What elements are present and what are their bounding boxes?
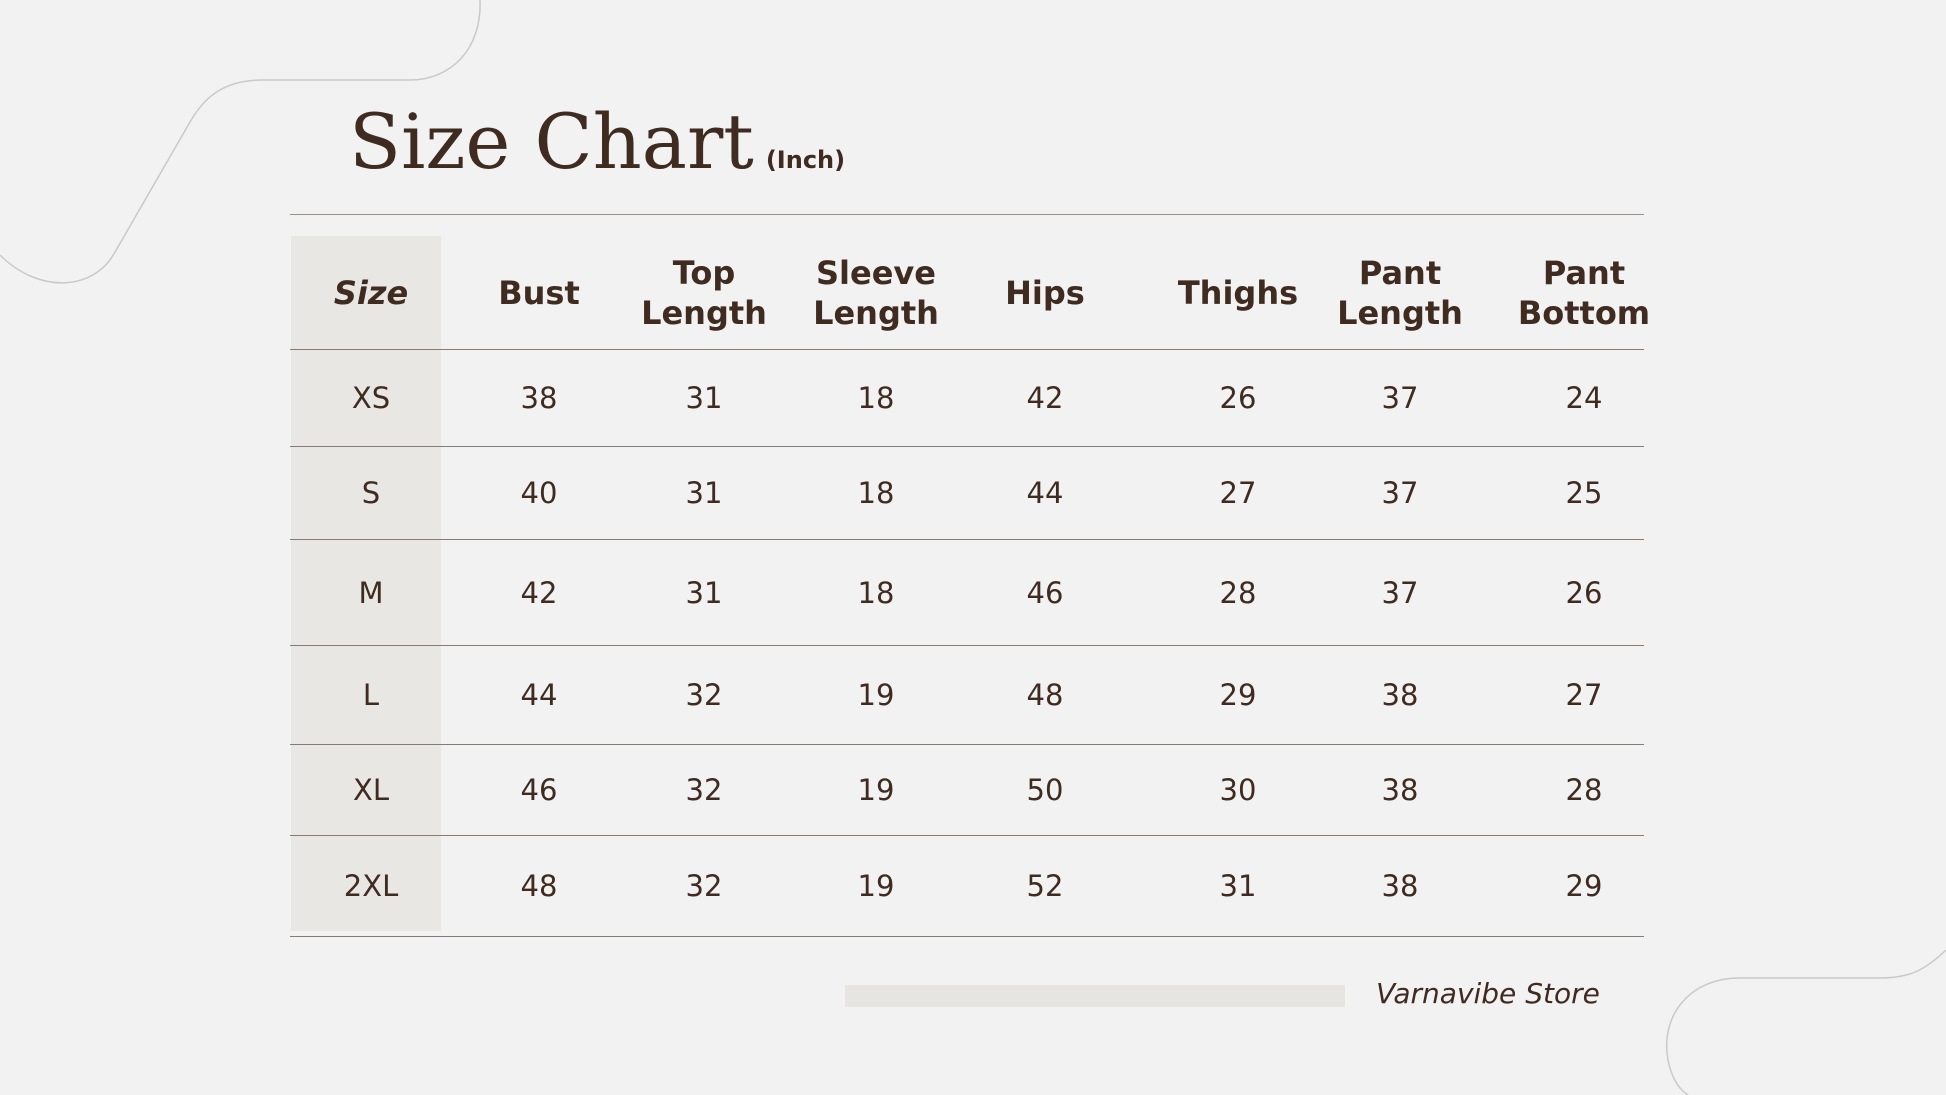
measurement-cell: 18 [857,476,895,510]
column-header-line: Top [672,253,736,292]
column-header-label [1337,253,1463,333]
measurement-cell: 40 [520,476,558,510]
measurement-cell: 24 [1565,381,1603,415]
table-row [290,744,1644,835]
column-header-line: Bottom [1517,293,1651,332]
table-row [290,446,1644,539]
measurement-cell: 27 [1565,678,1603,712]
size-label-cell: XS [351,381,391,415]
column-header-label [1005,273,1085,313]
measurement-cell: 48 [1026,678,1064,712]
column-header [291,236,451,349]
size-chart-table [290,236,1651,937]
column-header-line: Length [1337,293,1463,332]
column-header [965,236,1125,349]
measurement-cell: 19 [857,869,895,903]
column-header-line: Length [641,293,767,332]
measurement-cell: 31 [685,476,723,510]
column-header [796,236,956,349]
measurement-cell: 28 [1219,575,1257,610]
size-label-cell: M [358,575,384,610]
bottom-right-curve [1667,950,1946,1095]
measurement-cell: 38 [1381,869,1419,903]
measurement-cell: 25 [1565,476,1603,510]
measurement-cell: 30 [1219,773,1257,807]
measurement-cell: 29 [1565,869,1603,903]
column-header-line: Hips [1005,273,1085,312]
measurement-cell: 50 [1026,773,1064,807]
column-header-label [1518,253,1650,333]
measurement-cell: 27 [1219,476,1257,510]
measurement-cell: 29 [1219,678,1257,712]
measurement-cell: 42 [520,575,558,610]
title-text: Size Chart [349,97,754,186]
measurement-cell: 37 [1381,575,1419,610]
measurement-cell: 52 [1026,869,1064,903]
size-label-cell: S [361,476,381,510]
footer-bar [845,985,1345,1007]
column-header-line: Length [813,293,939,332]
measurement-cell: 32 [685,869,723,903]
column-header-line: Pant [1358,253,1442,292]
measurement-cell: 26 [1219,381,1257,415]
table-header-row [290,236,1651,349]
measurement-cell: 18 [857,381,895,415]
page-title [349,97,845,186]
column-header-line: Thighs [1177,273,1299,312]
top-divider [290,214,1644,215]
column-header-label [334,273,408,313]
table-row [290,349,1644,446]
store-name: Varnavibe Store [1376,977,1600,1010]
measurement-cell: 31 [685,381,723,415]
measurement-cell: 19 [857,678,895,712]
measurement-cell: 37 [1381,381,1419,415]
measurement-cell: 44 [520,678,558,712]
measurement-cell: 37 [1381,476,1419,510]
measurement-cell: 46 [520,773,558,807]
measurement-cell: 32 [685,678,723,712]
measurement-cell: 38 [1381,773,1419,807]
measurement-cell: 38 [1381,678,1419,712]
measurement-cell: 28 [1565,773,1603,807]
column-header [1320,236,1480,349]
table-row [290,645,1644,744]
size-label-cell: XL [352,773,390,807]
column-header [1158,236,1318,349]
title-unit: (Inch) [765,146,846,174]
measurement-cell: 19 [857,773,895,807]
column-header [624,236,784,349]
measurement-cell: 26 [1565,575,1603,610]
measurement-cell: 32 [685,773,723,807]
column-header [459,236,619,349]
column-header-line: Pant [1542,253,1626,292]
measurement-cell: 31 [685,575,723,610]
table-row [290,835,1644,937]
column-header-line: Sleeve [816,253,936,292]
measurement-cell: 44 [1026,476,1064,510]
column-header-line: Bust [498,273,580,312]
size-label-cell: L [362,678,380,712]
column-header-label [813,253,939,333]
measurement-cell: 38 [520,381,558,415]
measurement-cell: 46 [1026,575,1064,610]
size-label-cell: 2XL [343,869,399,903]
column-header-line: Size [333,273,409,312]
table-row [290,539,1644,645]
column-header [1504,236,1664,349]
measurement-cell: 42 [1026,381,1064,415]
column-header-label [641,253,767,333]
measurement-cell: 18 [857,575,895,610]
column-header-label [498,273,580,313]
measurement-cell: 48 [520,869,558,903]
column-header-label [1178,273,1298,313]
measurement-cell: 31 [1219,869,1257,903]
